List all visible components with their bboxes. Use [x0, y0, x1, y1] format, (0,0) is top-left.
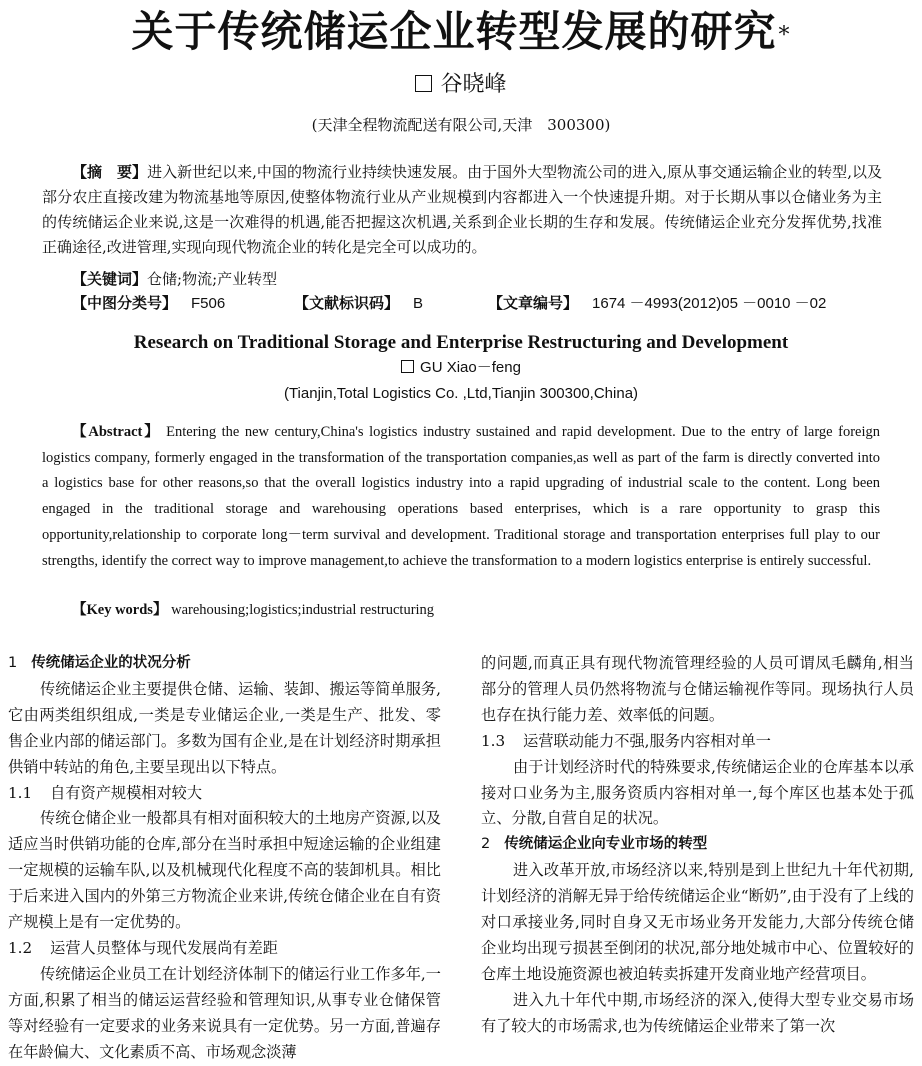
author-box-icon — [415, 75, 432, 92]
classification-row — [72, 292, 872, 314]
subsection-heading-1-3: 1.3 运营联动能力不强,服务内容相对单一 — [481, 731, 771, 750]
keywords-en-text: warehousing;logistics;industrial restructuring — [167, 602, 435, 618]
keywords-cn — [72, 268, 277, 290]
body-paragraph: 传统储运企业主要提供仓储、运输、装卸、搬运等简单服务,它由两类组织组成,一类是专业储运企业,一类是生产、批发、零售企业内部的储运部门。多数为国有企业,是在计划经济时期承担供销中转站的角色,主要呈现出以下特点。 — [8, 679, 441, 776]
abstract-cn — [42, 160, 882, 260]
body-paragraph: 由于计划经济时代的特殊要求,传统储运企业的仓库基本以承接对口业务为主,服务资质内容相对单一,每个库区也基本处于孤立、分散,自营自足的状况。 — [481, 757, 914, 828]
author-cn — [0, 70, 922, 100]
affiliation-en: (Tianjin,Total Logistics Co. ,Ltd,Tianjin 300300,China) — [283, 385, 639, 402]
body-paragraph: 传统储运企业员工在计划经济体制下的储运行业工作多年,一方面,积累了相当的储运运营经验和管理知识,从事专业仓储保管等对经验有一定要求的业务来说具有一定优势。另一方面,普遍存在年龄偏大、文化素质不高、市场观念淡薄 — [8, 964, 441, 1061]
section-heading-2: 2 传统储运企业向专业市场的转型 — [481, 836, 708, 853]
keywords-cn-label: 【关键词】 — [72, 270, 148, 288]
article-number: 【文章编号】 1674 －4993(2012)05 －0010 －02 — [488, 294, 827, 312]
keywords-en — [72, 599, 434, 621]
body-paragraph: 传统仓储企业一般都具有相对面积较大的土地房产资源,以及适应当时供销功能的仓库,部分在当时承担中短途运输的企业组建一定规模的运输车队,以及机械现代化程度不高的装卸机具。相比于后来进入国内的外第三方物流企业来讲,传统仓储企业在自有资产规模上是有一定优势的。 — [8, 809, 441, 932]
clc-number: 【中图分类号】 F506 — [72, 294, 226, 312]
subsection-heading-1-1: 1.1 自有资产规模相对较大 — [8, 783, 203, 802]
author-en-box-icon — [401, 360, 414, 373]
body-column-left — [8, 651, 441, 1066]
author-name-cn: 谷晓峰 — [440, 72, 507, 97]
keywords-cn-text: 仓储;物流;产业转型 — [147, 270, 278, 288]
body-column-right — [481, 651, 914, 1040]
abstract-en-text: Entering the new century,China's logistics industry sustained and rapid development. Due to the entry of large foreign logistics company, formerly engaged in the transformation of the transportation companies,as well as part of the farm is directly converted into a logistics base for other reasons,so that the overall logistics industry into a rapid upgrading of industrial scale to the content. Long been engaged in the traditional storage and warehousing operations based enterprises, which is a rare opportunity to grasp this opportunity,relationship to corporate long－term survival and development. Traditional storage and transportation enterprises full play to our strengths, identify the correct way to improve management,to achieve the transformation to a modern logistics enterprise is entirely successful. — [42, 424, 880, 569]
affiliation-cn: (天津全程物流配送有限公司,天津 300300) — [311, 116, 611, 134]
keywords-en-label: 【Key words】 — [72, 602, 168, 618]
paper-title: 关于传统储运企业转型发展的研究* — [131, 7, 791, 56]
body-paragraph: 进入九十年代中期,市场经济的深入,使得大型专业交易市场有了较大的市场需求,也为传统储运企业带来了第一次 — [481, 990, 914, 1035]
body-paragraph: 进入改革开放,市场经济以来,特别是到上世纪九十年代初期,计划经济的消解无异于给传统储运企业“断奶”,由于没有了上线的对口承接业务,同时自身又无市场业务开发能力,大部分传统仓储企业均出现亏损甚至倒闭的状况,部分地处城市中心、位置较好的仓库土地设施资源也被迫转卖拆建开发商业地产经营项目。 — [481, 861, 914, 983]
author-name-en: GU Xiao－feng — [420, 359, 521, 376]
subsection-heading-1-2: 1.2 运营人员整体与现代发展尚有差距 — [8, 938, 278, 957]
document-code: 【文献标识码】 B — [294, 294, 424, 312]
abstract-en — [42, 420, 880, 574]
abstract-cn-label: 【摘 要】 — [72, 163, 148, 181]
title-footnote-mark: * — [778, 23, 791, 48]
paper-title-en: Research on Traditional Storage and Enterprise Restructuring and Development — [133, 332, 789, 353]
author-en — [0, 357, 922, 379]
body-paragraph-continued: 的问题,而真正具有现代物流管理经验的人员可谓凤毛麟角,相当部分的管理人员仍然将物流与仓储运输视作等同。现场执行人员也存在执行能力差、效率低的问题。 — [481, 654, 914, 724]
abstract-en-label: 【Abstract】 — [72, 424, 161, 440]
abstract-cn-text: 进入新世纪以来,中国的物流行业持续快速发展。由于国外大型物流公司的进入,原从事交通运输企业的转型,以及部分农庄直接改建为物流基地等原因,使整体物流行业从产业规模到内容都进入一个快速提升期。对于长期从事以仓储业务为主的传统储运企业来说,这是一次难得的机遇,能否把握这次机遇,关系到企业长期的生存和发展。传统储运企业充分发挥优势,找准正确途径,改进管理,实现向现代物流企业的转化是完全可以成功的。 — [42, 163, 882, 256]
section-heading-1: 1 传统储运企业的状况分析 — [8, 655, 191, 671]
